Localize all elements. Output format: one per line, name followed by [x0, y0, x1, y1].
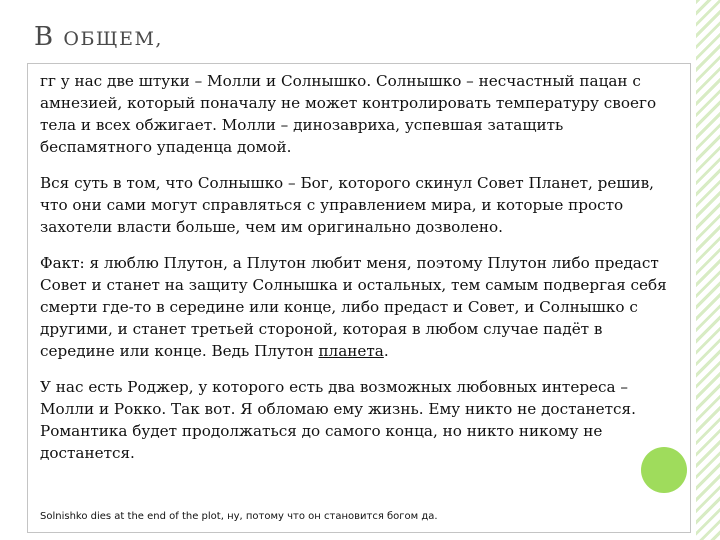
paragraph-2: Вся суть в том, что Солнышко – Бог, которого скинул Совет Планет, решив, что они сами могут справляться с управлением мира, и которые просто захотели власти больше, чем им оригинально дозволено. — [40, 174, 654, 236]
paragraph-3-text: Факт: я люблю Плутон, а Плутон любит меня, поэтому Плутон либо предаст Совет и станет на защиту Солнышка и остальных, тем самым подвергая себя смерти где-то в середине или конце, либо предаст и Совет, и Солнышко с другими, и станет третьей стороной, которая в любом случае падёт в середине или конце. Ведь Плутон — [40, 254, 667, 360]
paragraph-4: У нас есть Роджер, у которого есть два возможных любовных интереса – Молли и Рокко. Так вот. Я обломаю ему жизнь. Ему никто не достанется. Романтика будет продолжаться до самого конца, но никто никому не достанется. — [40, 378, 636, 462]
slide-title — [34, 22, 163, 52]
paragraph-3 — [40, 252, 680, 362]
slide-body — [40, 70, 680, 478]
footnote: Solnishko dies at the end of the plot, ну, потому что он становится богом да. — [40, 511, 438, 522]
paragraph-3-end: . — [383, 342, 389, 360]
green-circle-decoration — [641, 447, 687, 493]
decorative-stripes — [696, 0, 720, 540]
underlined-word: планета — [318, 342, 384, 360]
title-rest: ОБЩЕМ, — [63, 28, 163, 50]
title-initial: В — [34, 22, 55, 52]
paragraph-1: гг у нас две штуки – Молли и Солнышко. Солнышко – несчастный пацан с амнезией, который поначалу не может контролировать температуру своего тела и всех обжигает. Молли – динозавриха, успевшая затащить беспамятного упаденца домой. — [40, 72, 657, 156]
